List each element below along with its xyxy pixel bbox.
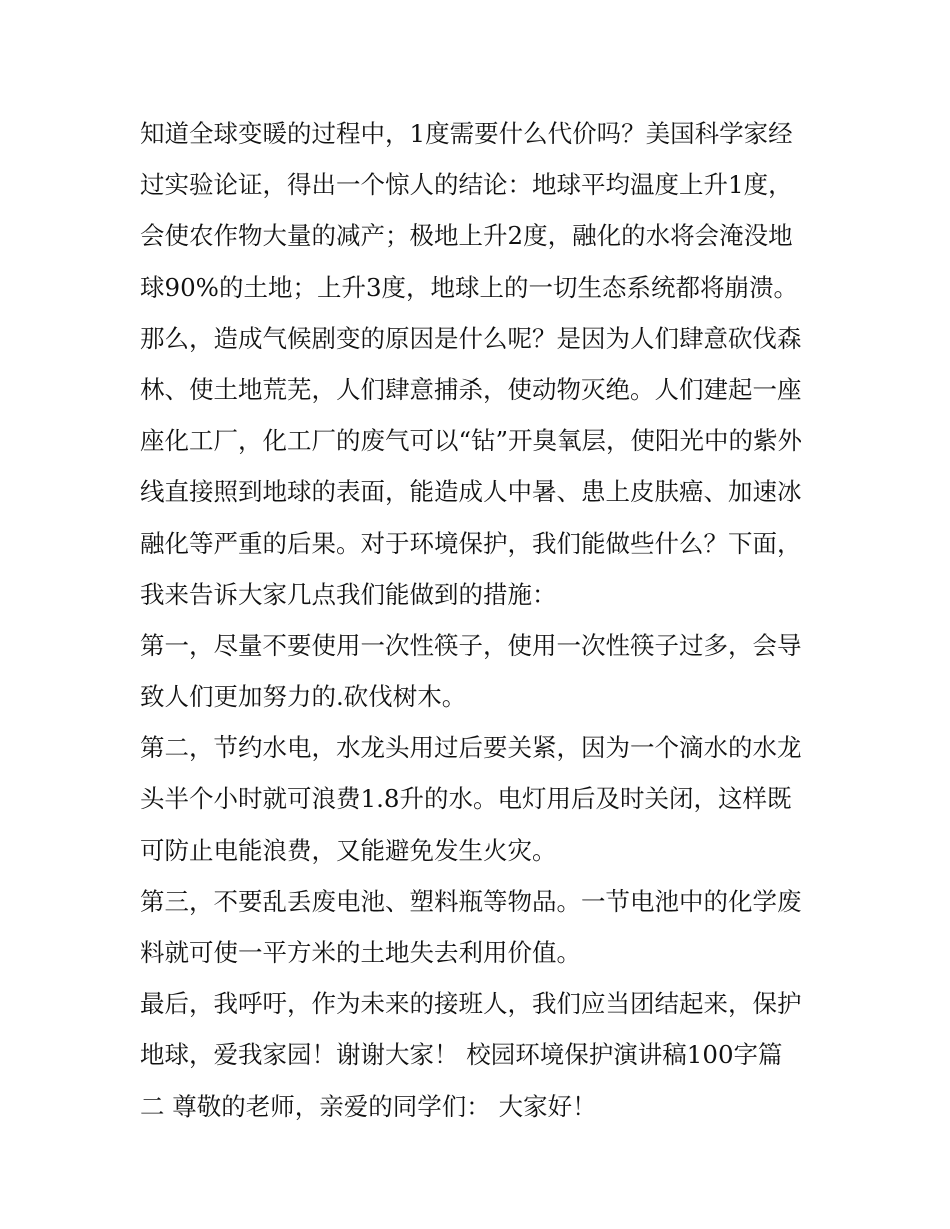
text-line: 知道全球变暖的过程中，1度需要什么代价吗？美国科学家经 — [140, 119, 793, 148]
text-line: 可防止电能浪费，又能避免发生火灾。 — [140, 835, 557, 865]
text-line: 会使农作物大量的减产；极地上升2度，融化的水将会淹没地 — [140, 221, 793, 251]
document-body — [140, 108, 820, 1132]
text-line: 第一，尽量不要使用一次性筷子，使用一次性筷子过多，会导 — [140, 630, 802, 660]
text-line: 头半个小时就可浪费1.8升的水。电灯用后及时关闭，这样既 — [140, 784, 792, 814]
text-line: 第三，不要乱丢废电池、塑料瓶等物品。一节电池中的化学废 — [140, 886, 802, 916]
text-line: 线直接照到地球的表面，能造成人中暑、患上皮肤癌、加速冰 — [140, 477, 802, 507]
text-line: 座化工厂，化工厂的废气可以“钻”开臭氧层，使阳光中的紫外 — [140, 426, 803, 456]
text-line: 融化等严重的后果。对于环境保护，我们能做些什么？下面， — [140, 528, 802, 558]
text-line: 地球，爱我家园！谢谢大家！ 校园环境保护演讲稿100字篇 — [140, 1040, 783, 1070]
text-line: 二 尊敬的老师，亲爱的同学们： 大家好！ — [140, 1091, 597, 1121]
text-line: 过实验论证，得出一个惊人的结论：地球平均温度上升1度， — [140, 170, 793, 200]
text-line: 第二，节约水电，水龙头用过后要关紧，因为一个滴水的水龙 — [140, 733, 802, 763]
text-line: 球90%的土地；上升3度，地球上的一切生态系统都将崩溃。 — [140, 272, 799, 302]
text-line: 料就可使一平方米的土地失去利用价值。 — [140, 938, 581, 967]
text-line: 那么，造成气候剧变的原因是什么呢？是因为人们肆意砍伐森 — [140, 323, 802, 353]
text-line: 我来告诉大家几点我们能做到的措施： — [140, 579, 557, 609]
text-line: 致人们更加努力的.砍伐树木。 — [140, 682, 467, 712]
text-line: 林、使土地荒芜，人们肆意捕杀，使动物灭绝。人们建起一座 — [140, 374, 802, 404]
text-line: 最后，我呼吁，作为未来的接班人，我们应当团结起来，保护 — [140, 989, 802, 1019]
